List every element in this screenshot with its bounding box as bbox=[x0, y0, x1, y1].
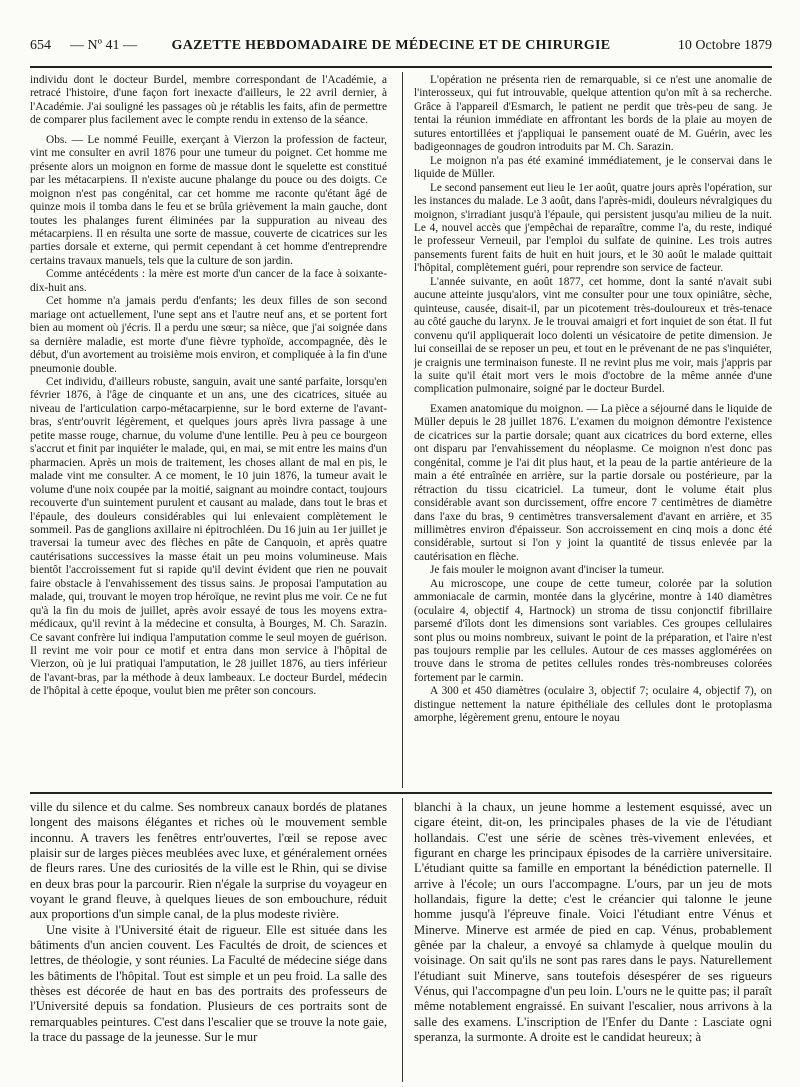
issue-number: — Nº 41 — bbox=[70, 38, 137, 53]
paragraph: Au microscope, une coupe de cette tumeur, colorée par la solution ammoniacale de carmin, montée dans la glycérine, montre à 140 diamètres (oculaire 4, objectif 4, Hartnock) un stroma de tissu conjonctif fibrillaire parsemé d'îlots dont les dimensions sont variables. Ces groupes cellulaires sont plus ou moins nombreux, suivant le point de la préparation, et l'aire n'est pas toujours remplie par les cellules. Autour de ces masses agglomérées on trouve dans le stroma de petites cellules rondes très-nombreuses colorées fortement par le carmin. bbox=[414, 577, 772, 684]
page-number: 654 bbox=[30, 38, 51, 53]
upper-left-column bbox=[30, 74, 387, 786]
header-rule bbox=[30, 66, 772, 68]
feuilleton-rule bbox=[30, 792, 772, 794]
issue-date: 10 Octobre 1879 bbox=[677, 38, 772, 53]
paragraph: blanchi à la chaux, un jeune homme a lestement esquissé, avec un cigare éteint, dit-on, les principales phases de la vie de l'étudiant hollandais. C'est une série de scènes très-vivement enlevées, et figurant en charge les principaux épisodes de la carrière universitaire. L'étudiant quitte sa famille en emportant la bénédiction paternelle. Il arrive à l'école; un ours l'accompagne. L'ours, par un jeu de mots hollandais, figure la dette; c'est le créancier qui talonne le jeune homme jusqu'à l'épreuve finale. Voici l'étudiant entre Vénus et Minerve. Minerve est armée de pied en cap. Vénus, probablement gênée par la chaleur, a envoyé sa chlamyde à quelque moulin du voisinage. On sait qu'ils ne sont pas rares dans le pays. Naturellement l'étudiant suit Minerve, sans toutefois désespérer de ses rigueurs Vénus, qui l'accompagne d'un peu loin. L'ours ne le quitte pas; il paraît même notablement engraissé. En suivant l'escalier, nous arrivons à la salle des examens. L'inscription de l'Enfer du Dante : Lasciate ogni speranza, la surmonte. A droite est le candidat heureux; à bbox=[414, 800, 772, 1045]
paragraph: Examen anatomique du moignon. — La pièce a séjourné dans le liquide de Müller depuis le 28 juillet 1876. L'examen du moignon démontre l'existence de cicatrices sur la partie dorsale; quant aux cicatrices du bord externe, elles ont disparu par l'envahissement du néoplasme. Ce moignon n'est donc pas congénital, comme je l'ai dit plus haut, et la peau de la partie antérieure de la main a été entraînée en arrière, sur la partie dorsale ou postérieure, par la rétraction du tissu cicatriciel. La tumeur, dont le volume était plus considérable avant son durcissement, offre encore 7 centimètres de diamètre dans l'axe du bras, 9 centimètres transversalement d'avant en arrière, et 35 millimètres environ d'épaisseur. Son accroissement en cinq mois a donc été considérable, surtout si l'on y joint la quantité de tissus enlevée par la cautérisation en flèche. bbox=[414, 402, 772, 563]
paragraph: Le second pansement eut lieu le 1er août, quatre jours après l'opération, sur les instances du malade. Le 3 août, dans l'après-midi, douleurs névralgiques du moignon, s'irradiant jusqu'à l'épaule, qui persistent jusqu'au milieu de la nuit. Le 4, nouvel accès que j'empêchai de reparaître, comme l'a, du reste, indiqué le professeur Verneuil, par l'emploi du sulfate de quinine. Les trois autres pansements furent faits de huit en huit jours, et le 30 août le malade quittait l'hôpital, complètement guéri, pour reprendre son service de facteur. bbox=[414, 181, 772, 275]
paragraph: A 300 et 450 diamètres (oculaire 3, objectif 7; oculaire 4, objectif 7), on distingue nettement la nature épithéliale des cellules dont le protoplasma amorphe, légèrement grenu, entoure le noyau bbox=[414, 685, 772, 725]
paragraph: Une visite à l'Université était de rigueur. Elle est située dans les bâtiments d'un ancien couvent. Les Facultés de droit, de sciences et lettres, de théologie, y sont réunies. La Faculté de médecine siége dans les bâtiments de l'hôpital. Tout est simple et un peu froid. La salle des thèses est décorée de haut en bas des portraits des professeurs de l'Université depuis sa fondation. Plusieurs de ces portraits sont de remarquables peintures. C'est dans l'escalier que se trouve la note gaie, la trace du passage de la jeunesse. Sur le mur bbox=[30, 922, 387, 1045]
column-divider bbox=[402, 72, 403, 788]
upper-right-column bbox=[414, 74, 772, 786]
paragraph: Obs. — Le nommé Feuille, exerçant à Vierzon la profession de facteur, vint me consulter en avril 1876 pour une tumeur du poignet. Cet homme me présente alors un moignon en forme de massue dont le squelette est constitué par les métacarpiens. Il n'existe aucune phalange du pouce ou des doigts. Ce moignon n'est pas congénital, car cet homme me raconte qu'étant âgé de quinze mois il tomba dans le feu et se brûla grièvement la main gauche, dont toutes les phalanges furent éliminées par la suppuration au niveau des métacarpiens. Il en résulta une sorte de massue, couverte de cicatrices sur les parties dorsale et externe, qui permit cependant à cet homme d'entreprendre certains travaux manuels, tels que la culture de son jardin. bbox=[30, 133, 387, 267]
paragraph: Comme antécédents : la mère est morte d'un cancer de la face à soixante-dix-huit ans. bbox=[30, 268, 387, 294]
paragraph: L'opération ne présenta rien de remarquable, si ce n'est une anomalie de l'interosseux, qui fut introuvable, quelque attention qu'on mît à sa recherche. Grâce à l'appareil d'Esmarch, le patient ne perdit que très-peu de sang. Je tentai la réunion immédiate en affrontant les bords de la plaie au moyen de sutures entortillées et j'appliquai le pansement ouaté de M. Guérin, avec les badigeonnages de goudron introduits par M. Ch. Sarazin. bbox=[414, 74, 772, 154]
paragraph: Je fais mouler le moignon avant d'inciser la tumeur. bbox=[430, 564, 665, 577]
paragraph: Le moignon n'a pas été examiné immédiatement, je le conservai dans le liquide de Müller. bbox=[414, 154, 772, 181]
paragraph: Cet homme n'a jamais perdu d'enfants; les deux filles de son second mariage ont actuellement, l'une sept ans et l'autre neuf ans, et se portent fort bien au moment où j'écris. Il a perdu une sœur; sa nièce, que j'ai soignée dans sa dernière maladie, est morte d'une fièvre typhoïde, accompagnée, dès le début, d'un avortement au troisième mois environ, et compliquée à la fin d'une pneumonie double. bbox=[30, 295, 387, 375]
paragraph: individu dont le docteur Burdel, membre correspondant de l'Académie, a retracé l'histoire, d'une façon fort inexacte d'ailleurs, le 22 avril dernier, à l'Académie. J'ai souligné les passages où je rétablis les faits, afin de permettre de comparer plus facilement avec le compte rendu in extenso de la séance. bbox=[30, 74, 387, 127]
journal-title: GAZETTE HEBDOMADAIRE DE MÉDECINE ET DE CHIRURGIE bbox=[171, 38, 611, 53]
lower-right-column bbox=[414, 800, 772, 1080]
lower-left-column bbox=[30, 800, 387, 1080]
paragraph: ville du silence et du calme. Ses nombreux canaux bordés de platanes longent des maisons élégantes et riches où le mouvement semble inconnu. A travers les fenêtres entr'ouvertes, l'œil se repose avec plaisir sur de larges pièces meublées avec luxe, et généralement ornées de fleurs rares. Une des curiosités de la ville est le Rhin, qui se divise en deux bras pour la parcourir. Rien n'égale la surprise du voyageur en voyant le grand fleuve, à quelques lieues de son embouchure, réduit aux proportions d'un simple canal, de la plus modeste rivière. bbox=[30, 800, 387, 922]
page-header bbox=[30, 38, 772, 62]
column-divider bbox=[402, 798, 403, 1082]
paragraph: Cet individu, d'ailleurs robuste, sanguin, avait une santé parfaite, lorsqu'en février 1876, à l'âge de cinquante et un ans, une des cicatrices, située au niveau de l'articulation carpo-métacarpienne, sur le bord externe de l'avant-bras, s'entr'ouvrit légèrement, et quelques jours après livra passage à une petite masse rouge, charnue, du volume d'une lentille. Peu à peu ce bourgeon s'accrut et finit par inquiéter le malade, qui, en mai, se mit entre les mains d'un pharmacien. Après un mois de traitement, les choses allant de mal en pis, le malade vint me consulter. A ce moment, le 10 juin 1876, la tumeur avait le volume d'une noix coupée par la moitié, saignant au moindre contact, toujours recouverte d'un suintement purulent et causant au malade, dans tout le bras et l'épaule, des douleurs considérables qui lui enlevaient complètement le sommeil. Pas de ganglions axillaire ni épitrochléen. Du 16 juin au 1er juillet je traversai la tumeur avec des flèches en pâte de Canquoin, et après quatre cautérisations successives la masse était un peu moins volumineuse. Mais bientôt l'accroissement fut si rapide qu'il devint évident que rien ne pouvait faire obstacle à l'envahissement des tissus sains. Je proposai l'amputation au malade, qui, trouvant le moyen trop héroïque, ne revint plus me voir. Ce ne fut qu'à la fin du mois de juillet, après avoir essayé de tous les moyens extra-médicaux, qu'il revint à la médecine et consulta, à Bourges, M. Ch. Sarazin. Ce savant confrère lui indiqua l'amputation comme le seul moyen de guérison. Il revint me voir pour ce motif et entra dans mon service à l'hôpital de Vierzon, où je lui pratiquai l'amputation, le 28 juillet 1876, au tiers inférieur de l'avant-bras, par la méthode à deux lambeaux. Le docteur Burdel, médecin de l'hôpital à cette époque, voulut bien me prêter son concours. bbox=[30, 375, 387, 698]
paragraph: L'année suivante, en août 1877, cet homme, dont la santé n'avait subi aucune atteinte jusqu'alors, vint me consulter pour une toux opiniâtre, sèche, quinteuse, causée, disait-il, par un picotement très-douloureux et très-tenace au côté gauche du larynx. Je le trouvai amaigri et fort inquiet de son état. Il fut convenu qu'il appliquerait loco dolenti un vésicatoire de petite dimension. Je lui conseillai de se reposer un peu, et tout en le prévenant de ne pas s'inquiéter, je craignis une terminaison funeste. Il ne revint plus me voir, mais j'appris par la suite qu'il était mort vers le mois d'octobre de la même année d'une complication pulmonaire, soigné par le docteur Burdel. bbox=[414, 275, 772, 396]
